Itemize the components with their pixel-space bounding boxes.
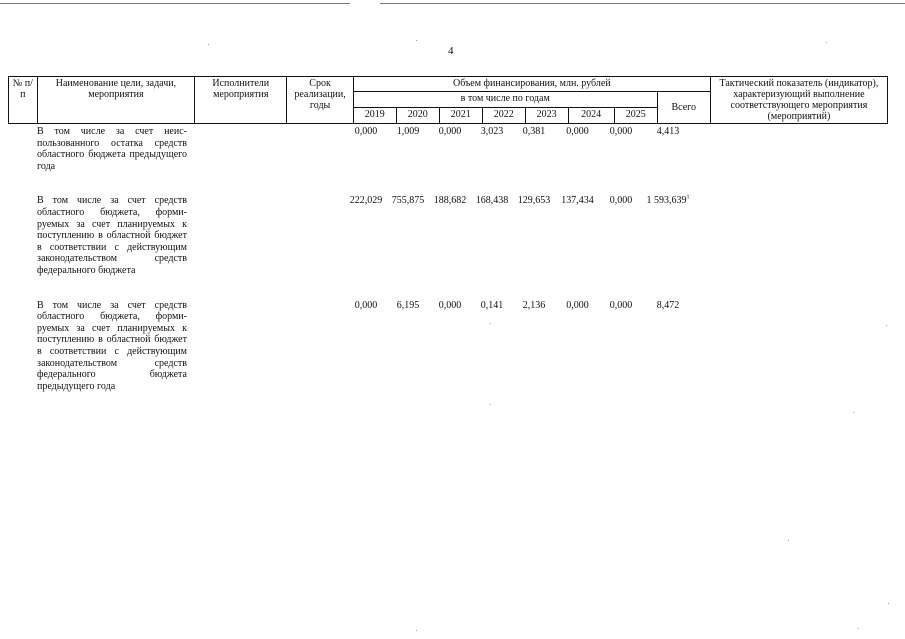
row-value: 168,438 — [475, 195, 509, 207]
header-year: 2020 — [396, 108, 439, 124]
row-executors — [190, 126, 280, 172]
row-total — [642, 300, 694, 393]
row-executors — [190, 195, 280, 276]
row-value: 3,023 — [480, 126, 504, 137]
scan-speck — [416, 630, 417, 631]
row-value: 0,000 — [354, 126, 378, 137]
header-year: 2025 — [614, 108, 657, 124]
header-name: Наименование цели, задачи, мероприятия — [37, 77, 195, 124]
scan-speck — [416, 40, 417, 41]
table-row — [8, 195, 895, 276]
header-year: 2023 — [525, 108, 568, 124]
row-term — [280, 126, 345, 172]
scan-top-line-left — [0, 3, 350, 4]
table-row — [8, 300, 895, 393]
row-value: 0,000 — [438, 299, 462, 311]
header-term: Срок реализации, годы — [287, 77, 354, 124]
scan-speck — [858, 628, 859, 629]
row-total-value: 4,413 — [656, 126, 680, 137]
table-header — [8, 76, 888, 124]
row-term — [280, 195, 345, 276]
scan-speck — [888, 603, 889, 604]
row-value: 222,029 — [349, 195, 383, 207]
row-value: 0,000 — [566, 126, 589, 137]
row-value: 0,000 — [566, 299, 589, 311]
row-value: 0,000 — [609, 195, 633, 207]
scan-speck — [490, 404, 491, 405]
row-value: 0,381 — [522, 126, 546, 137]
row-description: В том числе за счет средств областного бюджета, формируемых за счет планируемых к поступлению в областной бюджет в соответствии с действующим законодательством средств федерального бюджета предыдущего года — [37, 299, 187, 392]
scan-speck — [853, 412, 854, 413]
row-executors — [190, 300, 280, 393]
row-value: 2,136 — [522, 299, 546, 311]
row-value: 137,434 — [561, 195, 594, 207]
row-value: 1,009 — [396, 126, 420, 137]
header-num: № п/п — [9, 77, 38, 124]
header-year: 2021 — [439, 108, 482, 124]
row-indicator — [694, 300, 895, 393]
header-year: 2022 — [482, 108, 525, 124]
header-total: Всего — [657, 92, 710, 124]
row-spacer — [8, 172, 895, 195]
table-row — [8, 126, 895, 172]
scan-speck — [788, 540, 789, 541]
row-term — [280, 300, 345, 393]
row-value: 755,875 — [391, 195, 425, 207]
row-value: 6,195 — [396, 299, 420, 311]
row-value: 0,141 — [480, 299, 504, 311]
row-value: 188,682 — [433, 195, 467, 207]
header-year: 2024 — [568, 108, 614, 124]
header-executors: Исполнители мероприятия — [195, 77, 287, 124]
header-funding: Объем финансирования, млн. рублей — [353, 77, 710, 92]
row-indicator — [694, 126, 895, 172]
row-value: 0,000 — [354, 299, 378, 311]
row-description: В том числе за счет неиспользованного остатка средств областного бюджета предыдущего года — [37, 126, 187, 172]
row-indicator — [694, 195, 895, 276]
page-number: 4 — [448, 45, 454, 57]
row-total-value: 1 593,639 — [646, 195, 687, 207]
row-value: 0,000 — [609, 299, 633, 311]
row-value: 0,000 — [438, 126, 462, 137]
row-spacer — [8, 277, 895, 300]
header-by-years: в том числе по годам — [353, 92, 657, 108]
funding-table-body — [8, 126, 895, 392]
header-indicator: Тактический показатель (индикатор), характеризующий выполнение соответствующего мероприятия (мероприятий) — [710, 77, 887, 124]
scan-top-line-right — [380, 3, 905, 4]
row-value: 129,653 — [517, 195, 551, 207]
row-total-note: 1 — [686, 195, 690, 202]
scan-speck — [886, 325, 887, 326]
row-total-value: 8,472 — [656, 299, 680, 311]
header-year: 2019 — [353, 108, 396, 124]
scan-speck — [208, 44, 209, 45]
row-value: 0,000 — [609, 126, 633, 137]
scan-speck — [826, 42, 827, 43]
row-description: В том числе за счет средств областного бюджета, формируемых за счет планируемых к поступлению в областной бюджет в соответствии с действующим законодательством средств федерального бюджета — [37, 195, 187, 276]
row-total — [642, 195, 694, 276]
row-total — [642, 126, 694, 172]
scan-speck — [490, 323, 491, 324]
